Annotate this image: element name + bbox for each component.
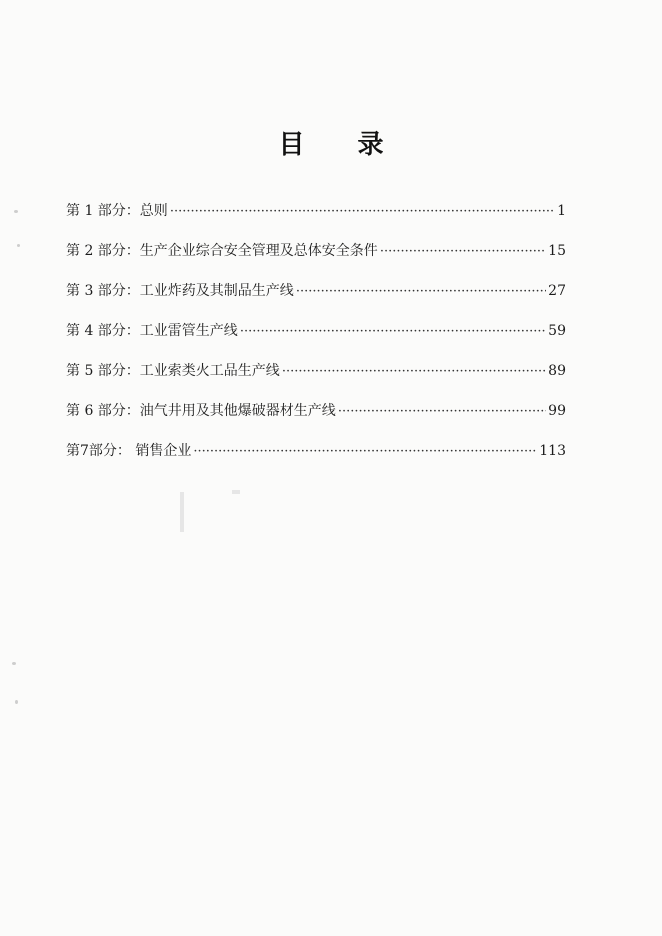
toc-entry-page: 113 — [539, 443, 566, 459]
dot-leader — [338, 397, 546, 427]
toc-entry-label: 第 3 部分：工业炸药及其制品生产线 — [66, 283, 294, 299]
toc-entry — [66, 396, 566, 436]
toc-entry-label: 第 4 部分：工业雷管生产线 — [66, 323, 238, 339]
toc-entry — [66, 276, 566, 316]
dot-leader — [240, 317, 546, 347]
scan-speck — [17, 244, 20, 247]
toc-entry-page: 1 — [557, 203, 566, 219]
toc-entry-page: 89 — [548, 363, 566, 379]
dot-leader — [282, 357, 546, 387]
toc-entry-page: 59 — [548, 323, 566, 339]
dot-leader — [193, 437, 537, 467]
toc-entry-page: 27 — [548, 283, 566, 299]
toc-entry — [66, 436, 566, 476]
scan-speck — [15, 700, 18, 704]
toc-entry — [66, 236, 566, 276]
scan-smudge — [232, 490, 240, 494]
page-title: 目 录 — [278, 130, 406, 160]
toc-entry — [66, 316, 566, 356]
scan-speck — [12, 662, 16, 665]
toc-entry-label: 第 1 部分：总则 — [66, 203, 168, 219]
toc-entry-label: 第 6 部分：油气井用及其他爆破器材生产线 — [66, 403, 336, 419]
dot-leader — [380, 237, 546, 267]
toc-entry — [66, 196, 566, 236]
toc-entry-label: 第 2 部分：生产企业综合安全管理及总体安全条件 — [66, 243, 378, 259]
toc-entry-label: 第7部分： 销售企业 — [66, 443, 192, 459]
toc-entry — [66, 356, 566, 396]
scan-speck — [14, 210, 18, 213]
scan-smudge — [180, 492, 184, 532]
toc-entry-page: 99 — [548, 403, 566, 419]
toc-entry-label: 第 5 部分：工业索类火工品生产线 — [66, 363, 280, 379]
dot-leader — [296, 277, 546, 307]
dot-leader — [170, 197, 555, 227]
toc-entry-page: 15 — [548, 243, 566, 259]
table-of-contents — [66, 196, 566, 476]
